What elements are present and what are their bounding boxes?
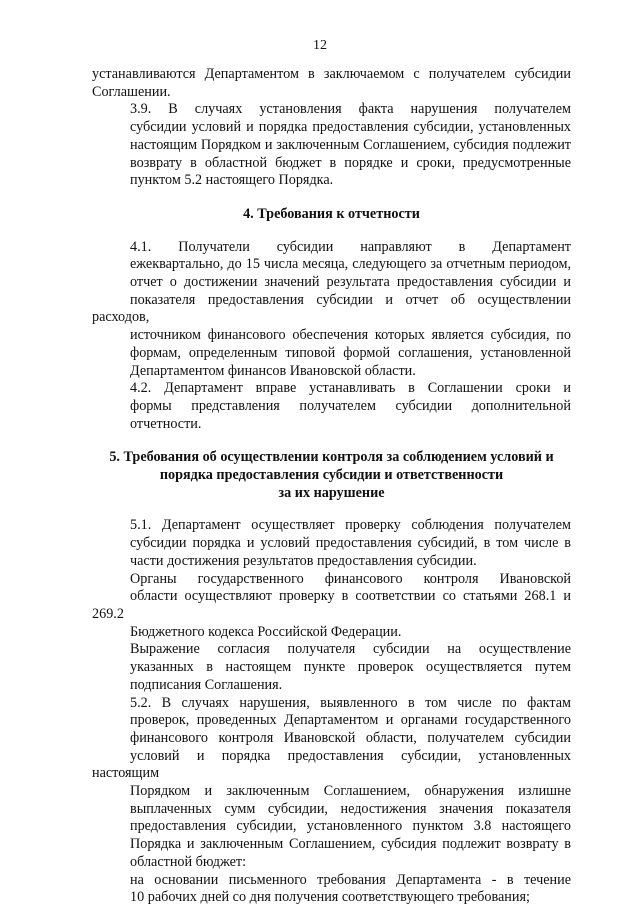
text-line: настоящим Порядком и заключенным Соглашением, субсидия подлежит xyxy=(130,136,571,153)
heading-line: за их нарушение xyxy=(278,484,385,501)
text-line: 10 рабочих дней со дня получения соответствующего требования; xyxy=(130,889,530,906)
paragraph-control-bodies xyxy=(92,571,571,642)
paragraph-continuation xyxy=(92,66,571,101)
page-content xyxy=(92,66,571,907)
text-line: Бюджетного кодекса Российской Федерации. xyxy=(130,623,402,640)
heading-line: порядка предоставления субсидии и ответственности xyxy=(159,467,504,484)
paragraph-3-9 xyxy=(92,101,571,190)
text-line: 5.1. Департамент осуществляет проверку соблюдения получателем xyxy=(130,517,571,534)
paragraph-written-demand xyxy=(92,872,571,907)
text-line: отчетности. xyxy=(130,415,202,432)
text-line: областной бюджет: xyxy=(130,853,247,870)
text-line: 4.2. Департамент вправе устанавливать в Соглашении сроки и xyxy=(130,380,571,397)
text-line: части достижения результатов предоставления субсидии. xyxy=(130,552,477,569)
text-line: предоставления субсидии, установленного пунктом 3.8 настоящего xyxy=(130,818,571,835)
section-4-heading: 4. Требования к отчетности xyxy=(243,205,420,222)
text-line: Выражение согласия получателя субсидии на осуществление xyxy=(130,641,571,658)
text-line: субсидии условий и порядка предоставления субсидии, установленных xyxy=(130,119,571,136)
text-line: Департаментом финансов Ивановской области. xyxy=(130,362,416,379)
text-line: отчет о достижении значений результата предоставления субсидии и xyxy=(130,274,571,291)
section-5-heading xyxy=(92,449,571,502)
text-line: Порядка и заключенным Соглашением, субсидия подлежит возврату в xyxy=(130,836,571,853)
text-line: 5.2. В случаях нарушения, выявленного в том числе по фактам xyxy=(130,694,571,711)
text-line: Порядком и заключенным Соглашением, обнаружения излишне xyxy=(130,783,571,800)
text-line: области осуществляют проверку в соответствии со статьями 268.1 и 269.2 xyxy=(92,588,571,622)
text-line: выплаченных сумм субсидии, недостижения значения показателя xyxy=(130,800,571,817)
text-line: субсидии порядка и условий предоставления субсидий, в том числе в xyxy=(130,535,571,552)
page-number: 12 xyxy=(313,38,327,53)
text-line: Органы государственного финансового контроля Ивановской xyxy=(130,570,571,587)
text-line: пунктом 5.2 настоящего Порядка. xyxy=(130,172,334,189)
paragraph-consent xyxy=(92,641,571,694)
paragraph-5-2 xyxy=(92,695,571,872)
text-line: формам, определенным типовой формой соглашения, установленной xyxy=(130,344,571,361)
text-line: 4.1. Получатели субсидии направляют в Департамент xyxy=(130,238,571,255)
text-line: подписания Соглашения. xyxy=(130,676,283,693)
text-line: на основании письменного требования Департамента - в течение xyxy=(130,871,571,888)
paragraph-4-1 xyxy=(92,239,571,381)
text-line: условий и порядка предоставления субсидии, установленных настоящим xyxy=(92,747,571,782)
heading-line: 5. Требования об осуществлении контроля за соблюдением условий и xyxy=(109,449,554,466)
paragraph-5-1 xyxy=(92,517,571,570)
paragraph-4-2 xyxy=(92,380,571,433)
text-line: возврату в областной бюджет в порядке и сроки, предусмотренные xyxy=(130,154,571,171)
text-line: Соглашении. xyxy=(92,83,171,100)
text-line: проверок, проведенных Департаментом и органами государственного xyxy=(130,712,571,729)
text-line: ежеквартально, до 15 числа месяца, следующего за отчетным периодом, xyxy=(130,256,571,273)
text-line: финансового контроля Ивановской области, получателем субсидии xyxy=(130,729,571,746)
text-line: указанных в настоящем пункте проверок осуществляется путем xyxy=(130,659,571,676)
text-line: источником финансового обеспечения которых является субсидия, по xyxy=(130,327,571,344)
text-line: устанавливаются Департаментом в заключаемом с получателем субсидии xyxy=(92,66,571,82)
text-line: 3.9. В случаях установления факта нарушения получателем xyxy=(130,101,571,118)
text-line: показателя предоставления субсидии и отчет об осуществлении расходов, xyxy=(92,291,571,326)
text-line: формы представления получателем субсидии дополнительной xyxy=(130,397,571,414)
